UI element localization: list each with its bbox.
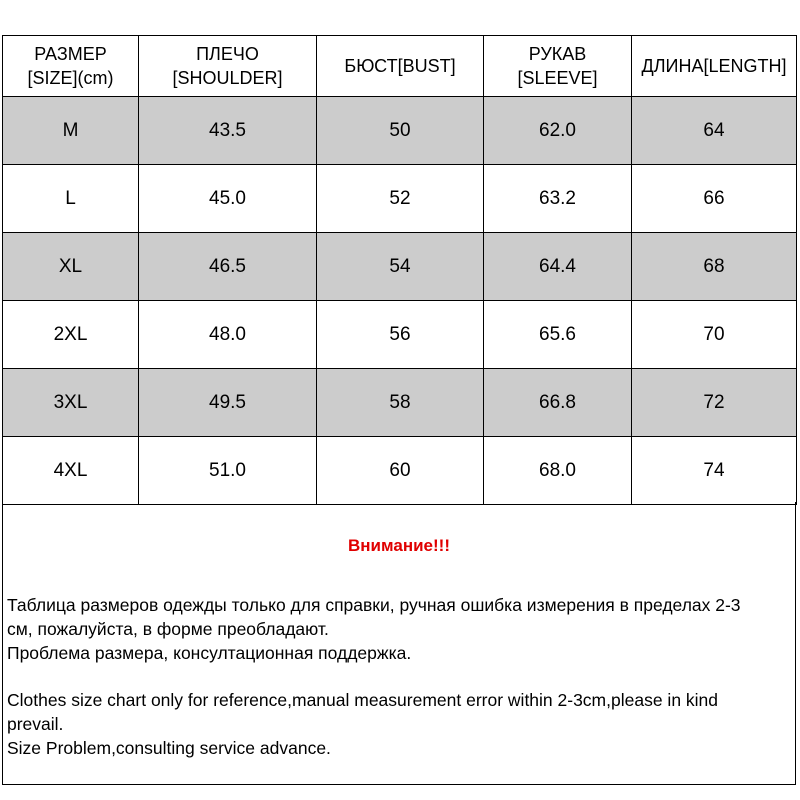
cell-size: 2XL (3, 301, 139, 369)
cell-sleeve: 65.6 (484, 301, 632, 369)
cell-sleeve: 62.0 (484, 97, 632, 165)
cell-size: XL (3, 233, 139, 301)
cell-size: L (3, 165, 139, 233)
cell-size: M (3, 97, 139, 165)
table-row (3, 369, 797, 437)
cell-length: 68 (632, 233, 797, 301)
cell-length: 72 (632, 369, 797, 437)
header-shoulder: ПЛЕЧО [SHOULDER] (139, 36, 317, 97)
cell-length: 70 (632, 301, 797, 369)
cell-bust: 50 (317, 97, 484, 165)
cell-sleeve: 64.4 (484, 233, 632, 301)
table-row (3, 301, 797, 369)
cell-sleeve: 63.2 (484, 165, 632, 233)
notice-line: Clothes size chart only for reference,manual measurement error within 2-3cm,please in kind (7, 690, 719, 710)
table-header-row (3, 36, 797, 97)
header-sleeve: РУКАВ [SLEEVE] (484, 36, 632, 97)
cell-length: 66 (632, 165, 797, 233)
cell-shoulder: 43.5 (139, 97, 317, 165)
header-bust: БЮСТ[BUST] (317, 36, 484, 97)
notice-line: Size Problem,consulting service advance. (7, 738, 331, 758)
cell-size: 4XL (3, 437, 139, 505)
cell-sleeve: 66.8 (484, 369, 632, 437)
header-size: РАЗМЕР [SIZE](cm) (3, 36, 139, 97)
cell-bust: 54 (317, 233, 484, 301)
table-row (3, 97, 797, 165)
notice-russian-text (7, 593, 789, 665)
notice-line: Проблема размера, консултационная поддержка. (7, 643, 412, 663)
header-length: ДЛИНА[LENGTH] (632, 36, 797, 97)
cell-shoulder: 51.0 (139, 437, 317, 505)
attention-heading: Внимание!!! (348, 536, 450, 555)
cell-size: 3XL (3, 369, 139, 437)
cell-shoulder: 48.0 (139, 301, 317, 369)
cell-bust: 60 (317, 437, 484, 505)
cell-shoulder: 45.0 (139, 165, 317, 233)
cell-length: 74 (632, 437, 797, 505)
notice-box (2, 502, 796, 785)
cell-bust: 52 (317, 165, 484, 233)
notice-english-text (7, 688, 789, 760)
cell-bust: 58 (317, 369, 484, 437)
notice-line: prevail. (7, 714, 64, 734)
table-row (3, 437, 797, 505)
table-row (3, 165, 797, 233)
table-row (3, 233, 797, 301)
cell-length: 64 (632, 97, 797, 165)
cell-shoulder: 46.5 (139, 233, 317, 301)
cell-shoulder: 49.5 (139, 369, 317, 437)
notice-line: Таблица размеров одежды только для справки, ручная ошибка измерения в пределах 2-3 (7, 595, 741, 615)
cell-bust: 56 (317, 301, 484, 369)
notice-line: см, пожалуйста, в форме преобладают. (7, 619, 329, 639)
size-chart-table (2, 35, 797, 505)
cell-sleeve: 68.0 (484, 437, 632, 505)
